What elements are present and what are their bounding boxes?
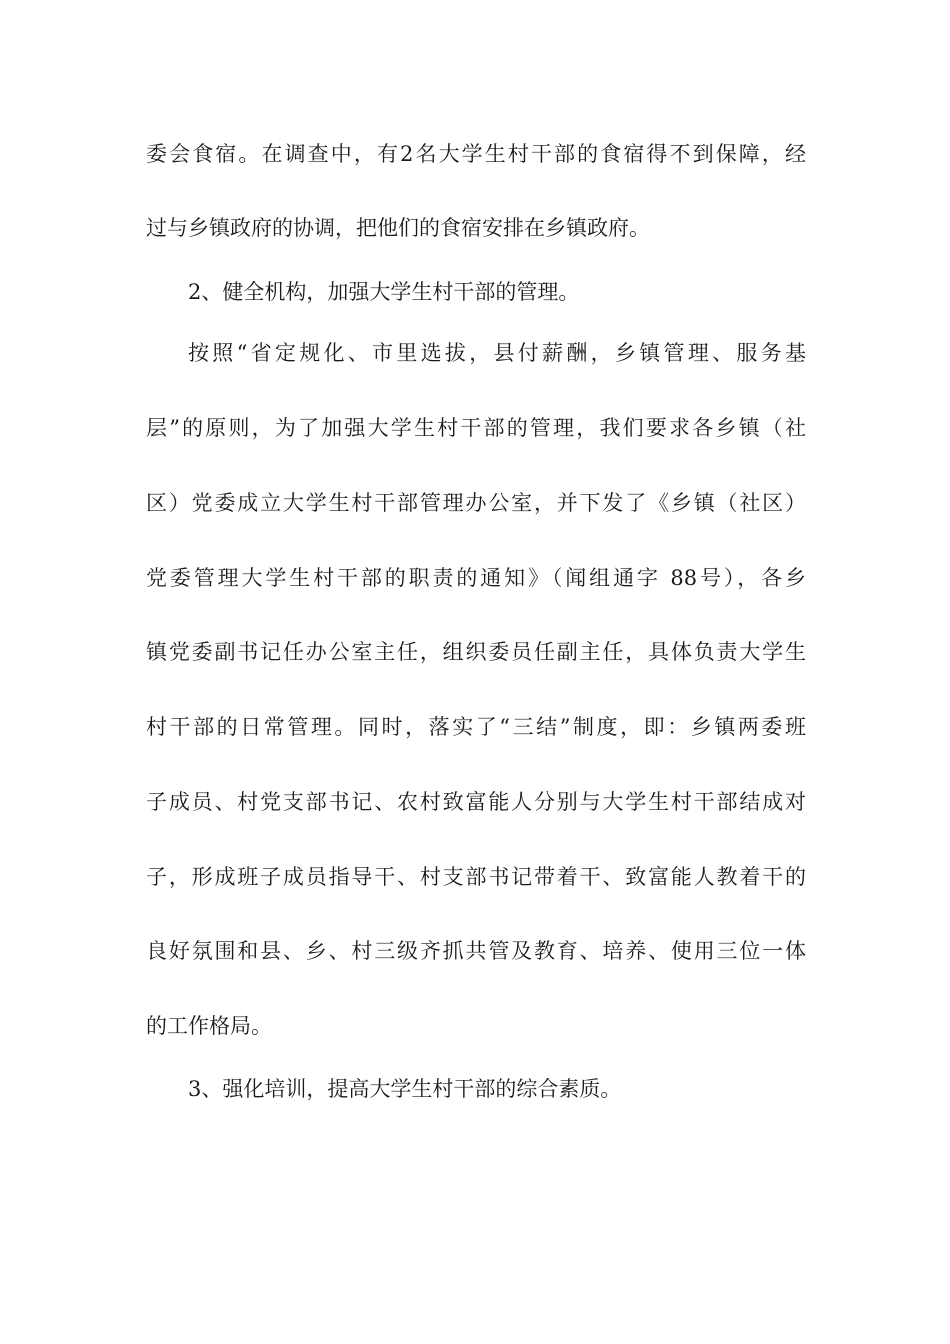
paragraph-line: 层”的原则，为了加强大学生村干部的管理，我们要求各乡镇（社 <box>146 416 806 440</box>
paragraph-line: 按照“省定规化、市里选拔，县付薪酬，乡镇管理、服务基 <box>188 341 806 365</box>
paragraph-line: 区）党委成立大学生村干部管理办公室，并下发了《乡镇（社区） <box>146 491 806 515</box>
paragraph-line: 镇党委副书记任办公室主任，组织委员任副主任，具体负责大学生 <box>146 640 806 664</box>
paragraph-line: 委会食宿。在调查中，有2名大学生村干部的食宿得不到保障，经 <box>146 142 806 166</box>
paragraph-line: 的工作格局。 <box>146 1014 272 1038</box>
section-heading: 2、健全机构，加强大学生村干部的管理。 <box>188 280 580 304</box>
paragraph-line: 子，形成班子成员指导干、村支部书记带着干、致富能人教着干的 <box>146 865 806 889</box>
section-heading: 3、强化培训，提高大学生村干部的综合素质。 <box>188 1077 622 1101</box>
paragraph-line: 良好氛围和县、乡、村三级齐抓共管及教育、培养、使用三位一体 <box>146 939 806 963</box>
paragraph-line: 过与乡镇政府的协调，把他们的食宿安排在乡镇政府。 <box>146 216 650 240</box>
paragraph-line: 村干部的日常管理。同时，落实了“三结”制度，即：乡镇两委班 <box>146 715 806 739</box>
paragraph-line: 子成员、村党支部书记、农村致富能人分别与大学生村干部结成对 <box>146 790 806 814</box>
paragraph-line: 党委管理大学生村干部的职责的通知》（闻组通字 88号），各乡 <box>146 566 806 590</box>
